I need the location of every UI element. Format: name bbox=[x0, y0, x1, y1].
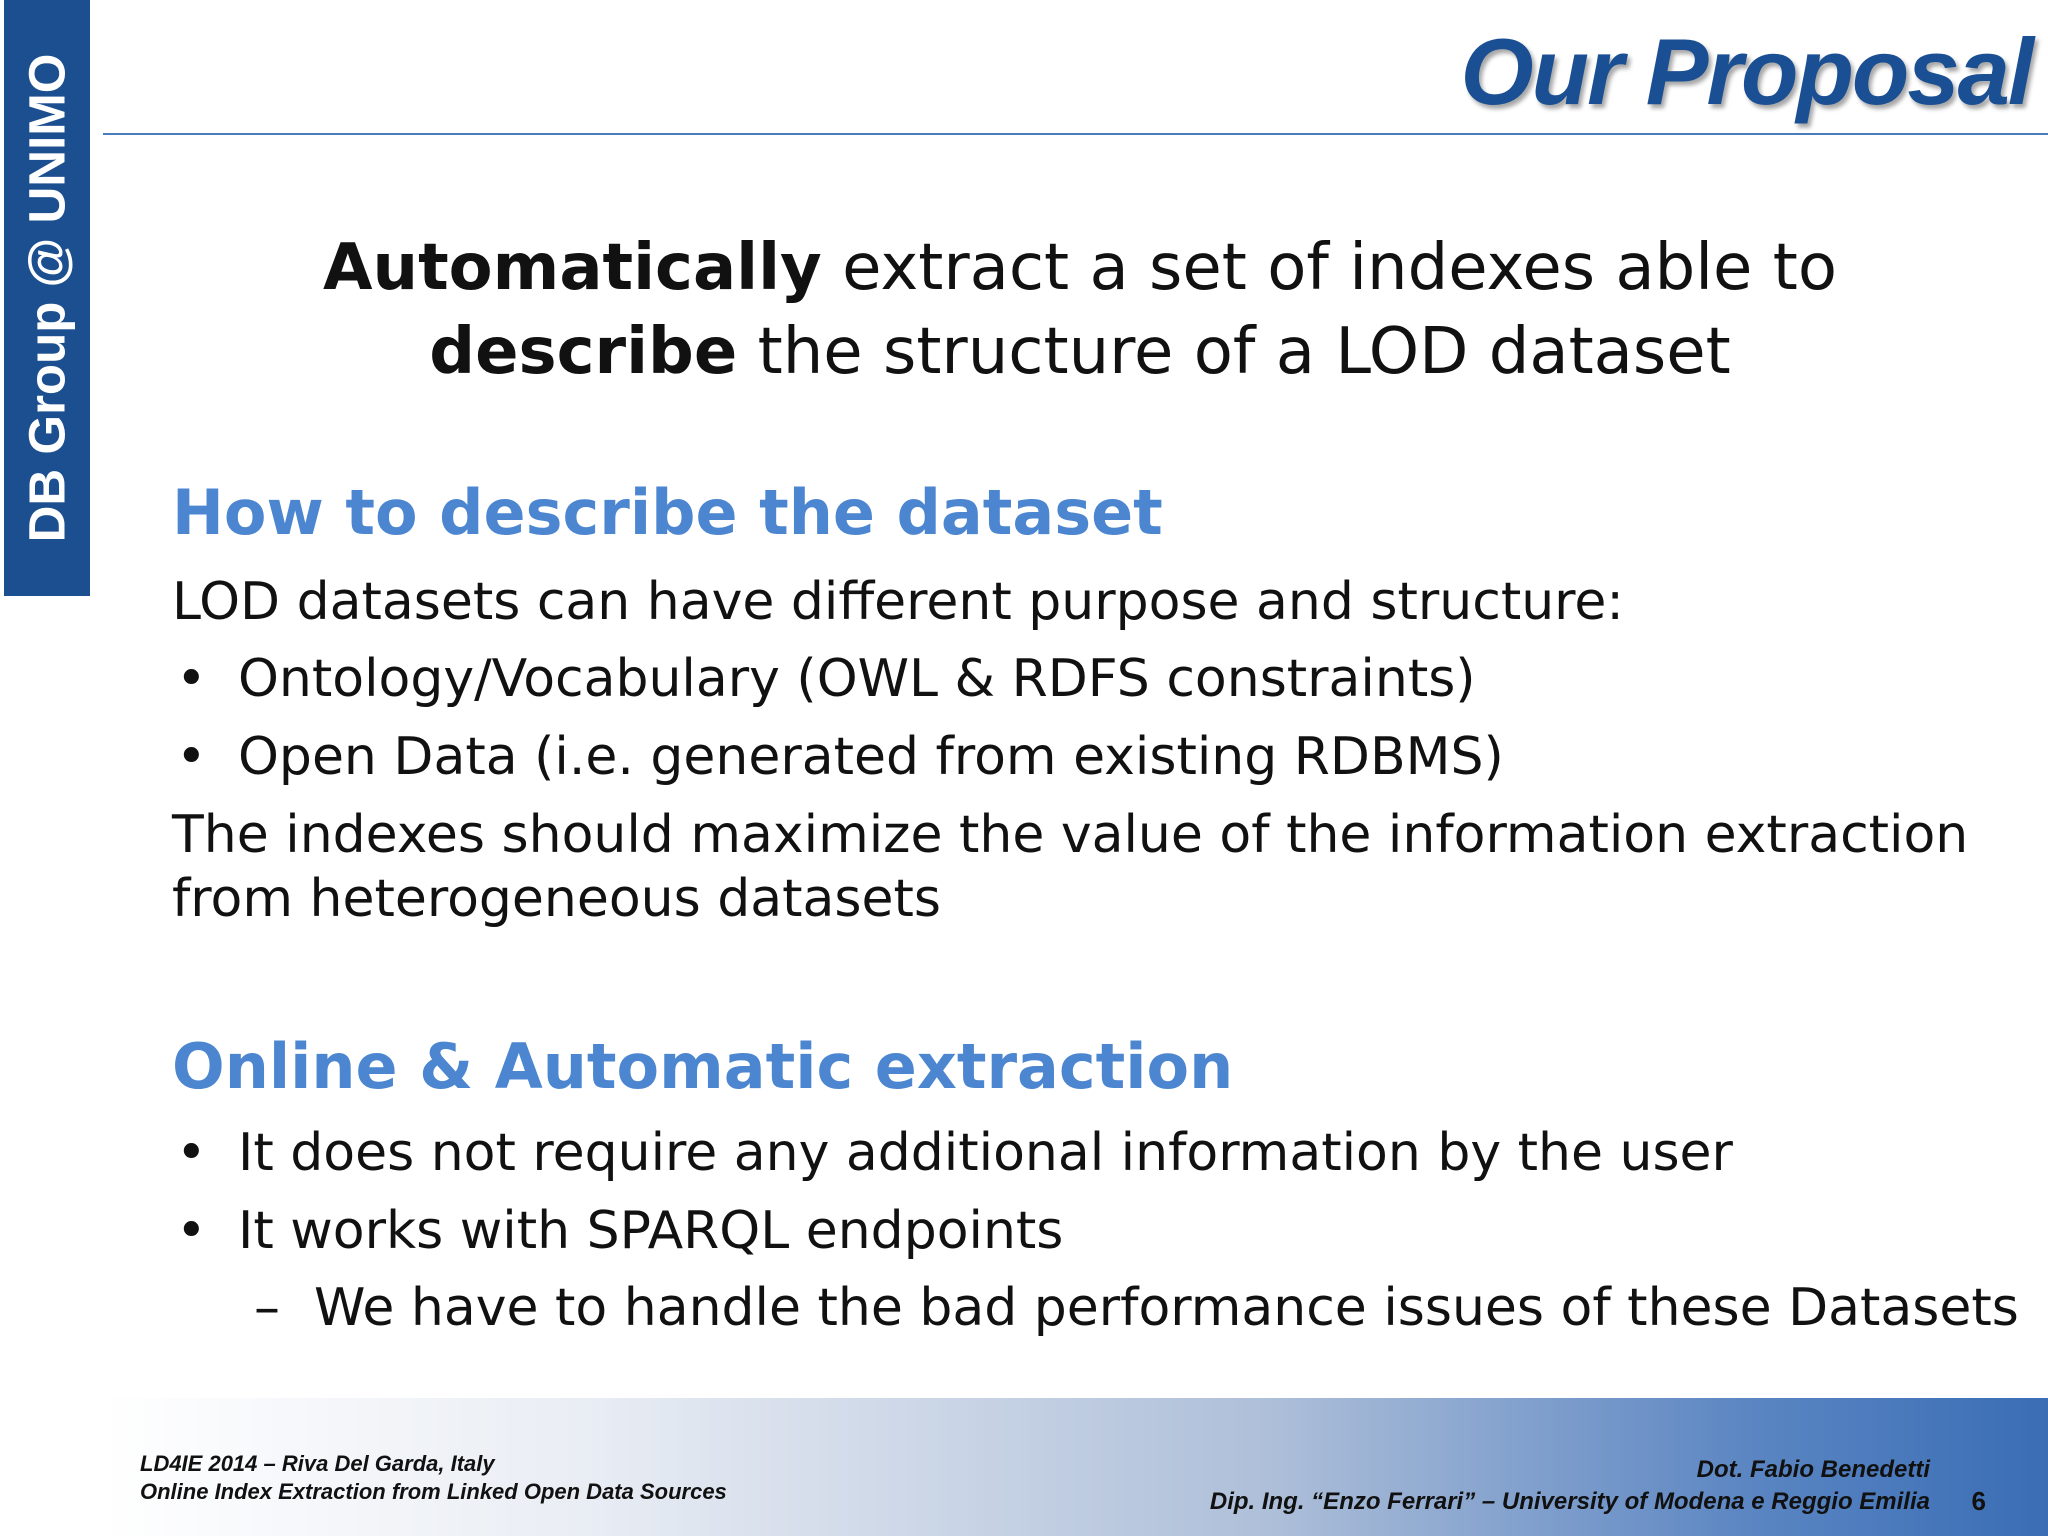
subbullet-glyph: – bbox=[254, 1278, 280, 1338]
lead-bold-describe: describe bbox=[429, 315, 738, 389]
sidebar-band bbox=[4, 0, 90, 596]
section1-outro-line1: The indexes should maximize the value of the information extraction bbox=[172, 805, 1969, 865]
list-item bbox=[176, 724, 1504, 790]
bullet-glyph: • bbox=[176, 1201, 207, 1261]
page-number: 6 bbox=[1971, 1486, 1986, 1516]
bullet-glyph: • bbox=[176, 1123, 207, 1183]
list-item bbox=[176, 646, 1476, 712]
title-divider bbox=[103, 133, 2048, 135]
sidebar-label: DB Group @ UNIMO bbox=[18, 53, 76, 543]
footer-event: LD4IE 2014 – Riva Del Garda, Italy bbox=[140, 1451, 495, 1476]
bullet-glyph: • bbox=[176, 727, 207, 787]
list-item bbox=[176, 1120, 1733, 1186]
footer-event-info bbox=[140, 1450, 727, 1506]
lead-text-2: the structure of a LOD dataset bbox=[737, 315, 1731, 389]
section1-intro: LOD datasets can have different purpose and structure: bbox=[172, 572, 1624, 632]
list-item bbox=[176, 1198, 1063, 1264]
footer-paper-title: Online Index Extraction from Linked Open Data Sources bbox=[140, 1479, 727, 1504]
lead-bold-automatically: Automatically bbox=[322, 231, 822, 305]
footer-affiliation: Dip. Ing. “Enzo Ferrari” – University of Modena e Reggio Emilia bbox=[1209, 1488, 1930, 1515]
subbullet-text: We have to handle the bad performance issues of these Datasets bbox=[314, 1278, 2019, 1338]
list-subitem bbox=[254, 1275, 2019, 1341]
lead-text-1: extract a set of indexes able to bbox=[821, 231, 1838, 305]
bullet-text: Ontology/Vocabulary (OWL & RDFS constraints) bbox=[238, 649, 1476, 709]
section1-outro-line2: from heterogeneous datasets bbox=[172, 869, 941, 929]
bullet-glyph: • bbox=[176, 649, 207, 709]
section-heading-extraction: Online & Automatic extraction bbox=[172, 1030, 1234, 1103]
bullet-text: Open Data (i.e. generated from existing RDBMS) bbox=[238, 727, 1504, 787]
section-heading-describe: How to describe the dataset bbox=[172, 476, 1163, 549]
bullet-text: It works with SPARQL endpoints bbox=[238, 1201, 1064, 1261]
footer-author: Dot. Fabio Benedetti bbox=[1696, 1456, 1930, 1483]
lead-statement bbox=[200, 226, 1960, 394]
slide-title: Our Proposal bbox=[1460, 19, 2032, 124]
footer-author-info bbox=[1210, 1454, 1930, 1518]
bullet-text: It does not require any additional information by the user bbox=[238, 1123, 1733, 1183]
